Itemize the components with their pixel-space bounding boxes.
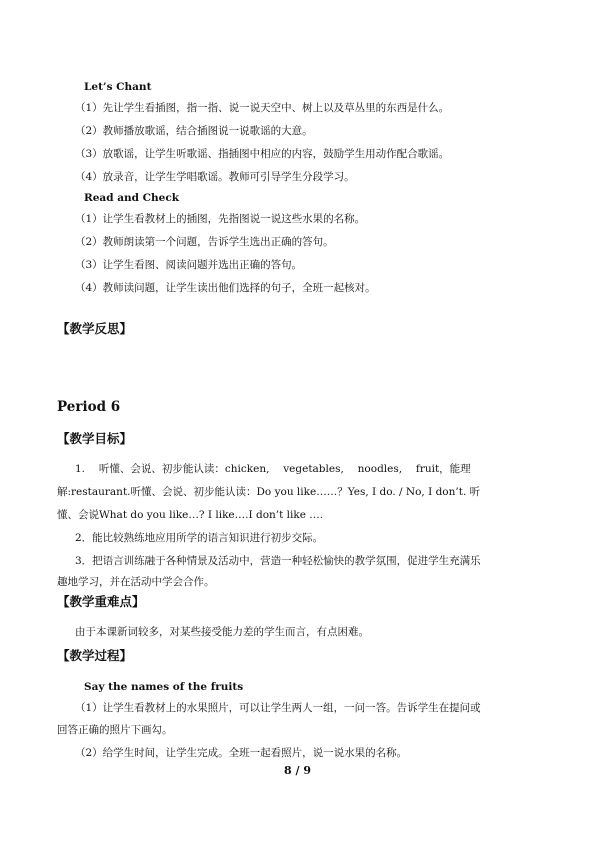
page-number: 8 / 9: [284, 764, 311, 777]
read-check-heading: Read and Check: [84, 192, 179, 204]
difficulty-heading: 【教学重难点】: [57, 594, 145, 609]
process-step-1-line-1: （1）让学生看教材上的水果照片，可以让学生两人一组，一问一答。告诉学生在提问或: [75, 702, 481, 714]
goal-2: 2．能比较熟练地应用所学的语言知识进行初步交际。: [75, 532, 324, 544]
chant-step-4: （4）放录音，让学生学唱歌谣。教师可引导学生分段学习。: [75, 171, 355, 183]
read-check-step-2: （2）教师朗读第一个问题，告诉学生选出正确的答句。: [75, 236, 334, 248]
read-check-step-4: （4）教师读问题，让学生读出他们选择的句子，全班一起核对。: [75, 282, 376, 294]
difficulty-text: 由于本课新词较多，对某些接受能力差的学生而言，有点困难。: [75, 626, 369, 638]
goal-1-line-2: 解:restaurant.听懂、会说、初步能认读：Do you like……？Yes, I do. / No, I don’t. 听: [57, 486, 481, 498]
goal-1-line-1: 1. 听懂、会说、初步能认读：chicken, vegetables, noodles, fruit，能理: [75, 463, 471, 475]
reflection-heading: 【教学反思】: [57, 321, 133, 336]
goal-1-line-3: 懂、会说What do you like…? I like….I don’t like ….: [57, 509, 324, 521]
read-check-step-3: （3）让学生看图、阅读问题并选出正确的答句。: [75, 259, 303, 271]
process-step-1-line-2: 回答正确的照片下画勾。: [57, 724, 173, 736]
process-step-2: （2）给学生时间，让学生完成。全班一起看照片，说一说水果的名称。: [75, 747, 408, 759]
goal-3-line-2: 趣地学习，并在活动中学会合作。: [57, 576, 215, 588]
goals-heading: 【教学目标】: [57, 431, 133, 446]
process-heading: 【教学过程】: [57, 648, 133, 663]
read-check-step-1: （1）让学生看教材上的插图，先指图说一说这些水果的名称。: [75, 213, 366, 225]
process-subheading: Say the names of the fruits: [84, 681, 244, 693]
goal-3-line-1: 3．把语言训练融于各种情景及活动中，营造一种轻松愉快的教学氛围，促进学生充满乐: [75, 555, 481, 567]
chant-heading: Let’s Chant: [84, 81, 152, 93]
period-title: Period 6: [57, 399, 121, 415]
chant-step-2: （2）教师播放歌谣，结合插图说一说歌谣的大意。: [75, 125, 313, 137]
chant-step-1: （1）先让学生看插图，指一指、说一说天空中、树上以及草丛里的东西是什么。: [75, 102, 450, 114]
chant-step-3: （3）放歌谣，让学生听歌谣、指插图中相应的内容，鼓励学生用动作配合歌谣。: [75, 148, 450, 160]
